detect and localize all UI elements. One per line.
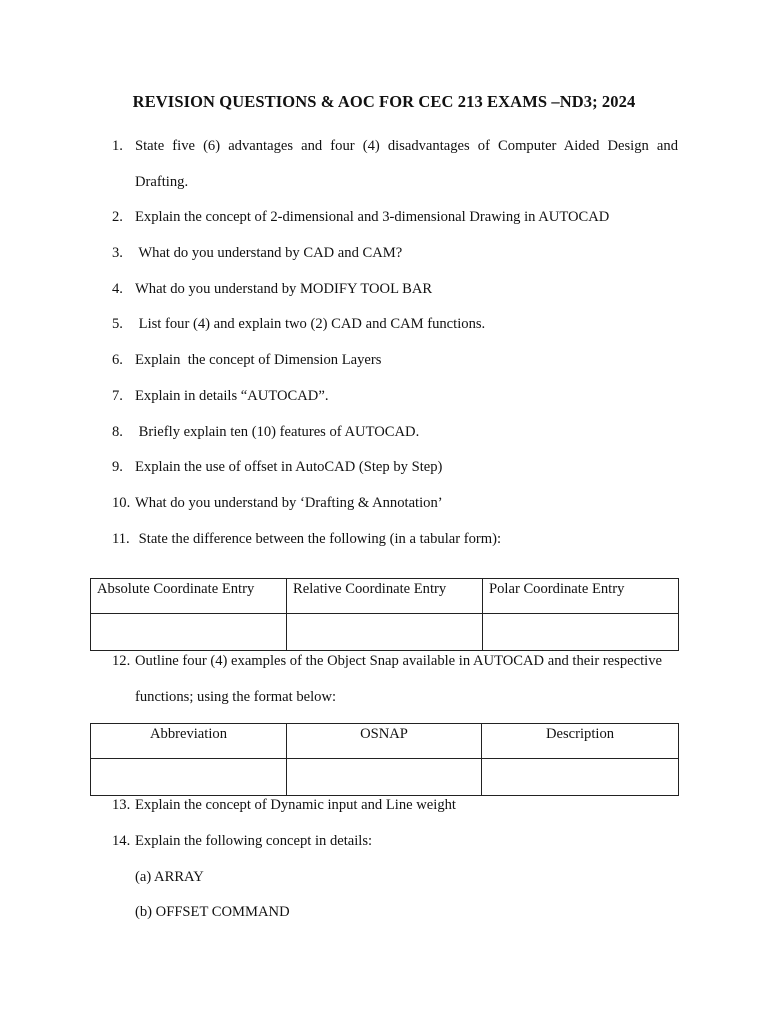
question-number: 4. bbox=[112, 281, 123, 297]
table-cell bbox=[91, 614, 287, 651]
question-text: State five (6) advantages and four (4) disadvantages of Computer Aided Design and bbox=[135, 138, 678, 154]
question-7 bbox=[112, 386, 678, 406]
table-header-row bbox=[91, 724, 679, 759]
coordinate-entry-table bbox=[90, 578, 679, 651]
question-number: 12. bbox=[112, 653, 131, 669]
table-cell bbox=[483, 614, 679, 651]
question-text: Explain the following concept in details: bbox=[135, 833, 373, 849]
question-number: 7. bbox=[112, 388, 123, 404]
question-text: What do you understand by CAD and CAM? bbox=[135, 245, 403, 261]
question-1 bbox=[112, 136, 678, 156]
table-header-cell: Polar Coordinate Entry bbox=[483, 579, 679, 614]
question-9 bbox=[112, 457, 678, 477]
question-number: 10. bbox=[112, 495, 131, 511]
question-number: 2. bbox=[112, 209, 123, 225]
question-11 bbox=[112, 529, 678, 549]
table-header-row bbox=[91, 579, 679, 614]
question-14-item-a: (a) ARRAY bbox=[135, 869, 204, 885]
question-14 bbox=[112, 831, 678, 851]
question-number: 9. bbox=[112, 459, 123, 475]
question-2 bbox=[112, 207, 678, 227]
question-3 bbox=[112, 243, 678, 263]
question-text: Explain the concept of Dynamic input and Line weight bbox=[135, 797, 456, 813]
question-text: Outline four (4) examples of the Object Snap available in AUTOCAD and their respective bbox=[135, 653, 662, 669]
table-cell bbox=[287, 614, 483, 651]
osnap-table bbox=[90, 723, 679, 796]
question-text: Explain the concept of 2-dimensional and 3-dimensional Drawing in AUTOCAD bbox=[135, 209, 610, 225]
question-text: State the difference between the following (in a tabular form): bbox=[135, 531, 502, 547]
question-number: 5. bbox=[112, 316, 123, 332]
question-number: 3. bbox=[112, 245, 123, 261]
question-text: What do you understand by MODIFY TOOL BAR bbox=[135, 281, 433, 297]
table-row bbox=[91, 759, 679, 796]
question-text: List four (4) and explain two (2) CAD and CAM functions. bbox=[135, 316, 486, 332]
question-number: 1. bbox=[112, 138, 123, 154]
page-title: REVISION QUESTIONS & AOC FOR CEC 213 EXAMS –ND3; 2024 bbox=[132, 92, 636, 111]
question-text: Briefly explain ten (10) features of AUTOCAD. bbox=[135, 424, 420, 440]
question-8 bbox=[112, 422, 678, 442]
question-4 bbox=[112, 279, 678, 299]
table-header-cell: Absolute Coordinate Entry bbox=[91, 579, 287, 614]
question-text: Explain the use of offset in AutoCAD (Step by Step) bbox=[135, 459, 443, 475]
table-row bbox=[91, 614, 679, 651]
question-12 bbox=[112, 651, 680, 671]
question-number: 13. bbox=[112, 797, 131, 813]
question-1-continuation: Drafting. bbox=[135, 174, 189, 190]
question-text: Explain in details “AUTOCAD”. bbox=[135, 388, 329, 404]
question-5 bbox=[112, 314, 678, 334]
table-header-cell: Description bbox=[482, 724, 679, 759]
table-cell bbox=[287, 759, 482, 796]
table-header-cell: OSNAP bbox=[287, 724, 482, 759]
question-13 bbox=[112, 795, 678, 815]
table-header-cell: Relative Coordinate Entry bbox=[287, 579, 483, 614]
question-text: Explain the concept of Dimension Layers bbox=[135, 352, 382, 368]
question-number: 8. bbox=[112, 424, 123, 440]
question-number: 14. bbox=[112, 833, 131, 849]
question-14-item-b: (b) OFFSET COMMAND bbox=[135, 904, 290, 920]
question-12-continuation: functions; using the format below: bbox=[135, 689, 337, 705]
table-cell bbox=[91, 759, 287, 796]
question-text: What do you understand by ‘Drafting & Annotation’ bbox=[135, 495, 443, 511]
question-10 bbox=[112, 493, 678, 513]
question-6 bbox=[112, 350, 678, 370]
table-header-cell: Abbreviation bbox=[91, 724, 287, 759]
question-number: 11. bbox=[112, 531, 130, 547]
question-number: 6. bbox=[112, 352, 123, 368]
table-cell bbox=[482, 759, 679, 796]
